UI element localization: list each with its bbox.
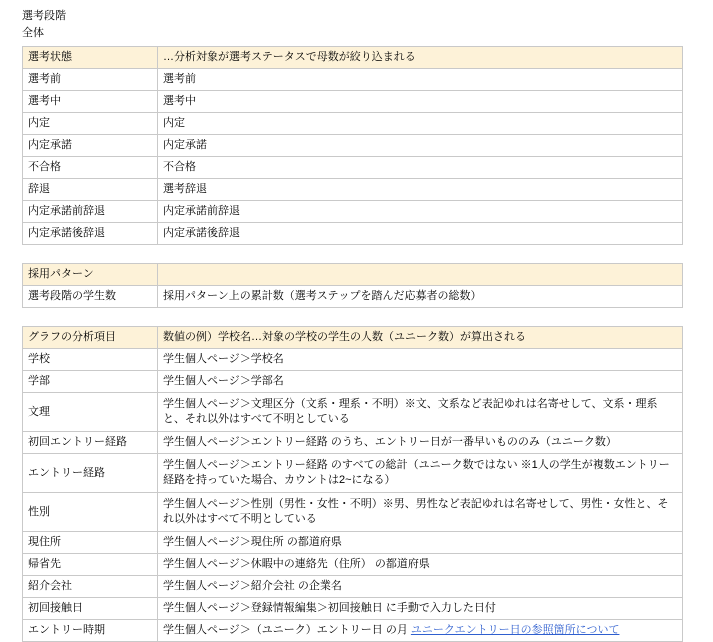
row-value: 学生個人ページ＞性別（男性・女性・不明）※男、男性など表記ゆれは名寄せして、男性・女性と、それ以外はすべて不明としている [158,493,683,532]
row-value: 学生個人ページ＞学部名 [158,371,683,393]
table-row [23,576,683,598]
row-label: 内定 [23,113,158,135]
table-row [23,157,683,179]
row-value [158,620,683,642]
row-label: エントリー経路 [23,454,158,493]
table-header-row [23,47,683,69]
table-row [23,179,683,201]
row-value: 不合格 [158,157,683,179]
row-label: 性別 [23,493,158,532]
row-label: 選考前 [23,69,158,91]
column-header-description: …分析対象が選考ステータスで母数が絞り込まれる [158,47,683,69]
row-label: 選考中 [23,91,158,113]
row-label: 学校 [23,349,158,371]
row-value: 学生個人ページ＞学校名 [158,349,683,371]
row-label: 現住所 [23,532,158,554]
table-header-row [23,327,683,349]
row-label: 内定承諾前辞退 [23,201,158,223]
table-row [23,135,683,157]
row-value: 採用パターン上の累計数（選考ステップを踏んだ応募者の総数） [158,286,683,308]
table-row [23,223,683,245]
table-row [23,371,683,393]
row-value: 学生個人ページ＞登録情報編集＞初回接触日 に手動で入力した日付 [158,598,683,620]
column-header-analysis-item: グラフの分析項目 [23,327,158,349]
row-label: 初回接触日 [23,598,158,620]
page-title: 選考段階 [22,10,66,22]
table-row [23,620,683,642]
row-value: 内定 [158,113,683,135]
table-row [23,454,683,493]
row-value: 学生個人ページ＞文理区分（文系・理系・不明）※文、文系など表記ゆれは名寄せして、文系・理系と、それ以外はすべて不明としている [158,393,683,432]
column-header-pattern: 採用パターン [23,264,158,286]
row-value: 選考辞退 [158,179,683,201]
row-value: 選考中 [158,91,683,113]
row-label: 学部 [23,371,158,393]
table-row [23,201,683,223]
recruitment-pattern-table [22,263,683,308]
table-row [23,554,683,576]
row-value-text: 学生個人ページ＞（ユニーク）エントリー日 の月 [163,624,411,636]
table-row [23,113,683,135]
column-header-analysis-description: 数値の例）学校名…対象の学校の学生の人数（ユニーク数）が算出される [158,327,683,349]
row-label: 内定承諾 [23,135,158,157]
table-row [23,286,683,308]
row-value: 学生個人ページ＞現住所 の都道府県 [158,532,683,554]
page-subtitle: 全体 [22,27,44,39]
row-value: 内定承諾 [158,135,683,157]
table-row [23,432,683,454]
column-header-status: 選考状態 [23,47,158,69]
selection-status-table [22,46,683,245]
row-value: 学生個人ページ＞休暇中の連絡先（住所） の都道府県 [158,554,683,576]
row-label: 紹介会社 [23,576,158,598]
table-row [23,393,683,432]
row-label: 帰省先 [23,554,158,576]
row-value: 学生個人ページ＞エントリー経路 のすべての総計（ユニーク数ではない ※1人の学生が複数エントリー経路を持っていた場合、カウントは2~になる） [158,454,683,493]
column-header-pattern-description [158,264,683,286]
table-row [23,69,683,91]
row-label: 辞退 [23,179,158,201]
table-row [23,349,683,371]
row-value: 内定承諾前辞退 [158,201,683,223]
row-label: 選考段階の学生数 [23,286,158,308]
table-row [23,532,683,554]
row-label: エントリー時期 [23,620,158,642]
row-value: 学生個人ページ＞紹介会社 の企業名 [158,576,683,598]
row-label: 不合格 [23,157,158,179]
table-row [23,91,683,113]
graph-analysis-items-table [22,326,683,642]
table-header-row [23,264,683,286]
row-label: 初回エントリー経路 [23,432,158,454]
table-row [23,493,683,532]
row-value: 選考前 [158,69,683,91]
row-label: 文理 [23,393,158,432]
row-label: 内定承諾後辞退 [23,223,158,245]
row-value: 学生個人ページ＞エントリー経路 のうち、エントリー日が一番早いもののみ（ユニーク数） [158,432,683,454]
row-value: 内定承諾後辞退 [158,223,683,245]
table-row [23,598,683,620]
unique-entry-date-reference-link[interactable]: ユニークエントリー日の参照箇所について [410,624,620,636]
